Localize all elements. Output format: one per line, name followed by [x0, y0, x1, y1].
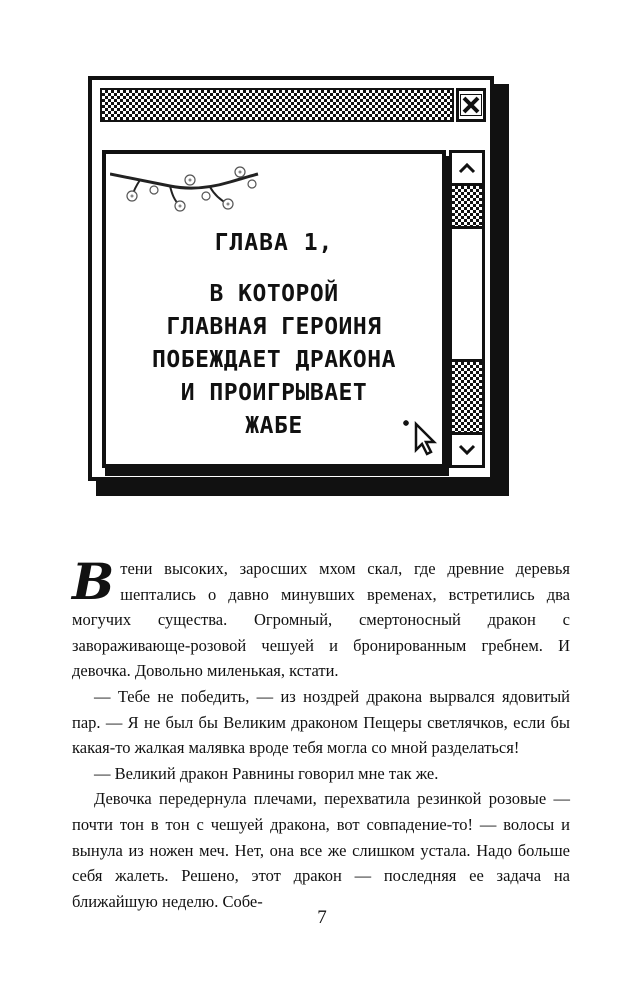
chapter-number: ГЛАВА 1, [214, 230, 334, 256]
paragraph: — Тебе не победить, — из ноздрей дракона вырвался ядовитый пар. — Я не был бы Великим драконом Пещеры светлячков, если бы какая-то жалкая малявка вроде тебя могла со мной разделаться! [72, 686, 570, 758]
close-button[interactable] [456, 88, 486, 122]
close-x-icon [460, 94, 482, 116]
body-text [72, 552, 570, 914]
arrow-cursor-icon [402, 414, 444, 456]
drop-cap: В [72, 552, 115, 611]
chevron-up-icon [458, 162, 476, 174]
scroll-track[interactable] [452, 362, 482, 435]
scroll-down-button[interactable] [452, 432, 482, 465]
chevron-down-icon [458, 444, 476, 456]
chapter-title: В КОТОРОЙ ГЛАВНАЯ ГЕРОИНЯ ПОБЕЖДАЕТ ДРАКОНА И ПРОИГРЫВАЕТ ЖАБЕ [152, 281, 396, 439]
chapter-panel [102, 150, 446, 468]
cherry-blossom-branch-icon [110, 160, 260, 220]
title-bar[interactable] [100, 88, 454, 122]
paragraph: — Великий дракон Равнины говорил мне так же. [94, 763, 439, 783]
page-number: 7 [317, 907, 327, 928]
retro-window [88, 76, 494, 481]
scroll-up-button[interactable] [452, 153, 482, 186]
scroll-track[interactable] [452, 186, 482, 226]
paragraph: Девочка передернула плечами, перехватила резинкой розовые — почти тон в тон с чешуей дракона, вот совпадение-то! — волосы и вынула из ножен меч. Нет, она все же слишком устала. Надо больше себя жалеть. Решено, этот дракон — последняя ее задача на ближайшую неделю. Собе- [72, 789, 570, 911]
scroll-thumb[interactable] [452, 226, 482, 362]
paragraph: Втени высоких, заросших мхом скал, где древние деревья шептались о давно минувших временах, встретились два могучих существа. Огромный, смертоносный дракон с завораживающе-розовой чешуей и бронированным гребнем. И девочка. Довольно миленькая, кстати. [72, 552, 570, 681]
vertical-scrollbar[interactable] [449, 150, 485, 468]
